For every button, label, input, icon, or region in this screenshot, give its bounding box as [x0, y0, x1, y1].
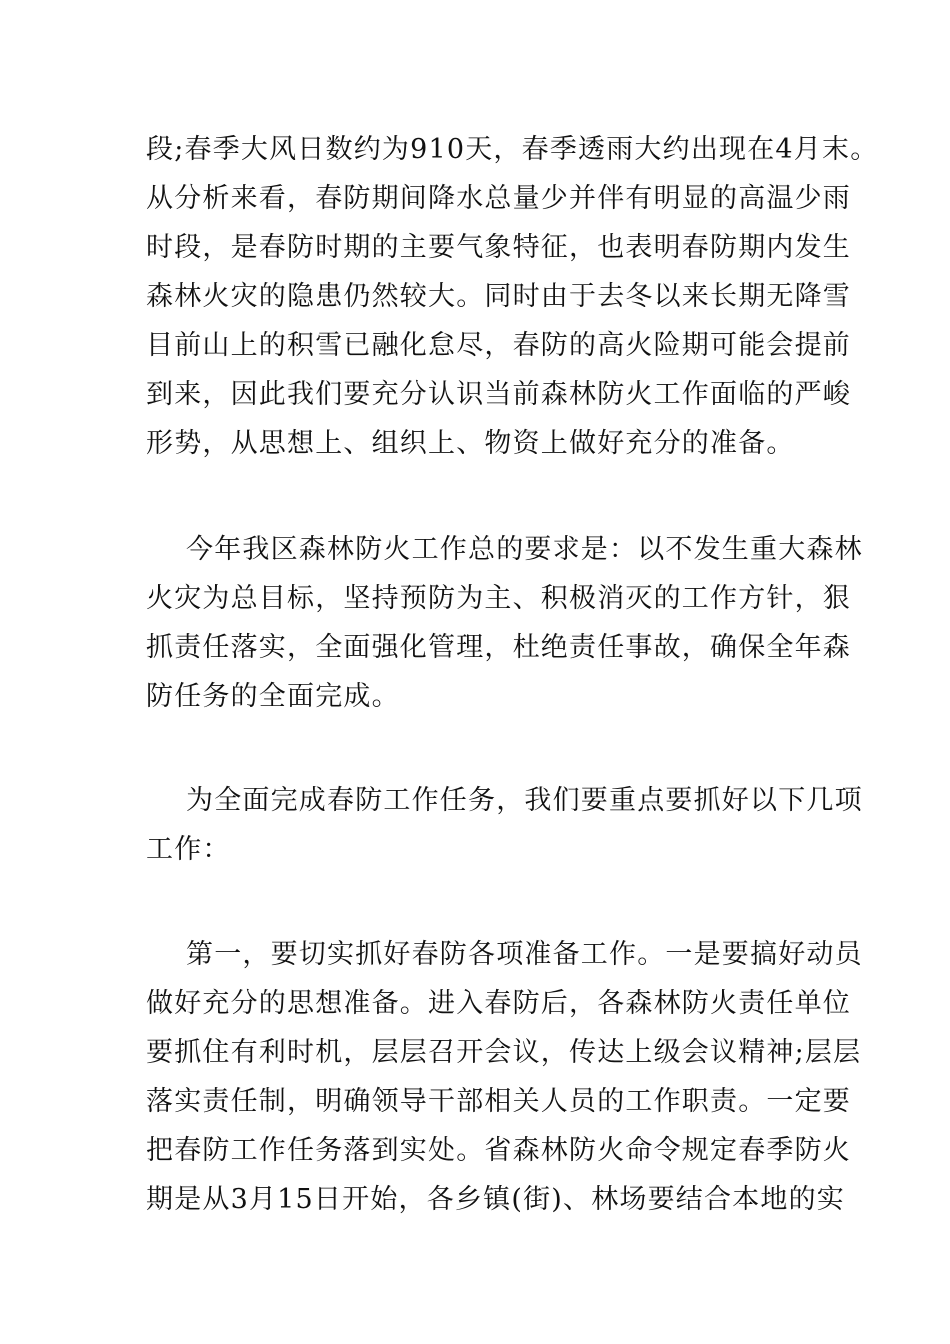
text-line: 做好充分的思想准备。进入春防后，各森林防火责任单位 [146, 988, 851, 1019]
text-line: 期是从3月15日开始，各乡镇(街)、林场要结合本地的实 [146, 1184, 846, 1215]
text-line: 森林火灾的隐患仍然较大。同时由于去冬以来长期无降雪 [146, 281, 851, 312]
text-line: 形势，从思想上、组织上、物资上做好充分的准备。 [146, 428, 795, 459]
text-line: 时段，是春防时期的主要气象特征，也表明春防期内发生 [146, 232, 851, 263]
text-line: 工作： [146, 834, 231, 865]
text-line: 段;春季大风日数约为910天，春季透雨大约出现在4月末。 [146, 134, 879, 165]
text-line: 从分析来看，春防期间降水总量少并伴有明显的高温少雨 [146, 183, 851, 214]
text-line: 火灾为总目标，坚持预防为主、积极消灭的工作方针，狠 [146, 583, 851, 614]
text-line: 到来，因此我们要充分认识当前森林防火工作面临的严峻 [146, 379, 851, 410]
paragraph-first-line: 第一，要切实抓好春防各项准备工作。一是要搞好动员 [186, 939, 863, 970]
text-line: 防任务的全面完成。 [146, 681, 400, 712]
text-line: 把春防工作任务落到实处。省森林防火命令规定春季防火 [146, 1135, 851, 1166]
paragraph-first-line: 为全面完成春防工作任务，我们要重点要抓好以下几项 [186, 785, 863, 816]
text-line: 抓责任落实，全面强化管理，杜绝责任事故，确保全年森 [146, 632, 851, 663]
text-line: 落实责任制，明确领导干部相关人员的工作职责。一定要 [146, 1086, 851, 1117]
text-line: 要抓住有利时机，层层召开会议，传达上级会议精神;层层 [146, 1037, 862, 1068]
paragraph-first-line: 今年我区森林防火工作总的要求是：以不发生重大森林 [186, 534, 863, 565]
text-line: 目前山上的积雪已融化怠尽，春防的高火险期可能会提前 [146, 330, 851, 361]
